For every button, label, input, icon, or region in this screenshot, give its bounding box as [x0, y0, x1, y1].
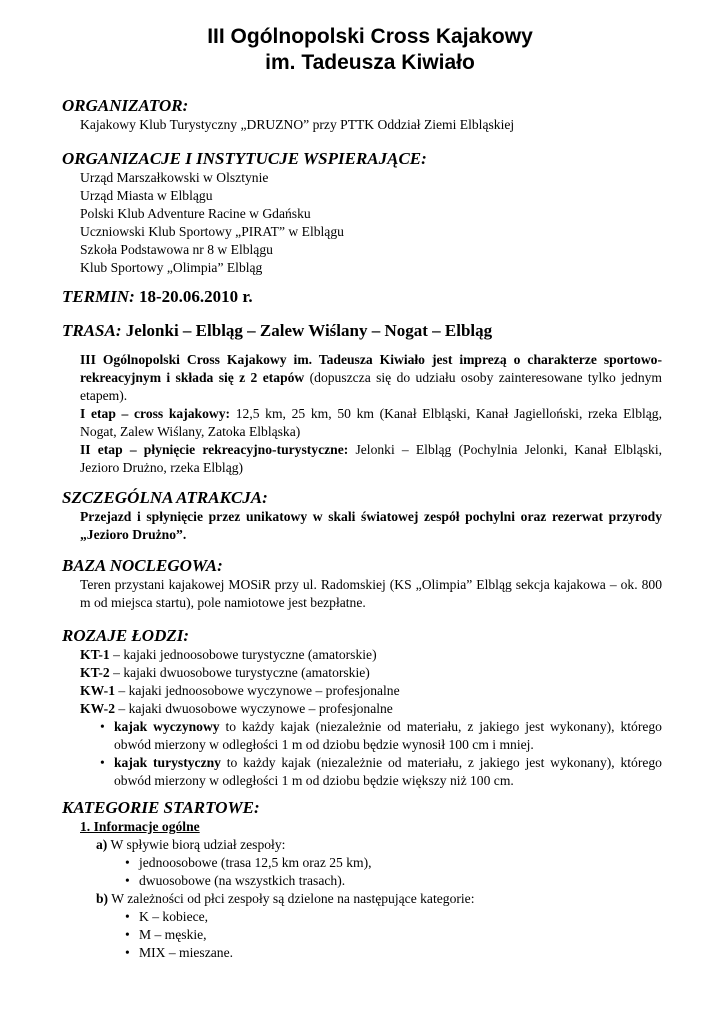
etap-2-text: Jelonki – Elbląg (Pochylnia Jelonki, Kanał Elbląski, Jezioro Drużno, rzeka Elbląg): [80, 442, 663, 475]
atrakcja-heading: SZCZEGÓLNA ATRAKCJA:: [62, 488, 268, 507]
section-wspierajace: [62, 149, 662, 277]
kategorie-subheading: 1. Informacje ogólne: [80, 819, 200, 834]
atrakcja-text: Przejazd i spłynięcie przez unikatowy w skali światowej zespół pochylni oraz rezerwat przyrody „Jezioro Drużno”.: [80, 509, 662, 542]
wspierajace-list: [62, 169, 662, 277]
boat-code: KW-2: [80, 701, 115, 716]
trasa-line: [62, 321, 662, 341]
boat-list: [62, 646, 662, 718]
item-label: b): [96, 891, 109, 906]
trasa-label: TRASA:: [62, 321, 122, 340]
trasa-description: [62, 351, 662, 477]
boat-definitions: [62, 718, 662, 790]
baza-text: Teren przystani kajakowej MOSiR przy ul. Radomskiej (KS „Olimpia” Elbląg sekcja kajakowa – ok. 800 m od miejsca startu), pole namiotowe jest bezpłatne.: [80, 577, 662, 610]
boat-desc: – kajaki dwuosobowe turystyczne (amatorskie): [109, 665, 370, 680]
list-item: • MIX – mieszane.: [87, 944, 662, 962]
section-rodzaje: [62, 626, 662, 790]
list-item: Uczniowski Klub Sportowy „PIRAT” w Elblągu: [80, 224, 344, 239]
baza-heading: BAZA NOCLEGOWA:: [62, 556, 223, 575]
item-text: W spływie biorą udział zespoły:: [107, 837, 286, 852]
trasa-intro: [80, 351, 662, 405]
list-item: Urząd Miasta w Elblągu: [80, 188, 213, 203]
etap-1: [80, 405, 662, 441]
section-atrakcja: [62, 488, 662, 544]
list-item: • dwuosobowe (na wszystkich trasach).: [87, 872, 662, 890]
list-item: [62, 718, 662, 754]
title-line-1: III Ogólnopolski Cross Kajakowy: [207, 25, 533, 48]
boat-desc: – kajaki jednoosobowe turystyczne (amatorskie): [109, 647, 377, 662]
organizator-heading: ORGANIZATOR:: [62, 96, 189, 115]
list-item: • M – męskie,: [87, 926, 662, 944]
kategorie-a-list: [62, 854, 662, 890]
boat-desc: – kajaki dwuosobowe wyczynowe – profesjonalne: [115, 701, 393, 716]
boat-item: [80, 682, 662, 700]
title-line-2: im. Tadeusza Kiwiało: [265, 51, 475, 74]
trasa-intro-bold: III Ogólnopolski Cross Kajakowy im. Tadeusza Kiwiało jest imprezą o charakterze sportowo-rekreacyjnym i składa się z 2 etapów: [80, 352, 662, 385]
list-item: Polski Klub Adventure Racine w Gdańsku: [80, 206, 311, 221]
etap-2: [80, 441, 662, 477]
list-item: Urząd Marszałkowski w Olsztynie: [80, 170, 269, 185]
kategorie-b-list: [62, 908, 662, 962]
kategorie-heading: KATEGORIE STARTOWE:: [62, 798, 260, 817]
boat-desc: – kajaki jednoosobowe wyczynowe – profesjonalne: [115, 683, 400, 698]
definition-term: kajak turystyczny: [114, 755, 221, 770]
boat-code: KT-2: [80, 665, 110, 680]
item-label: a): [96, 837, 108, 852]
definition-text: to każdy kajak (niezależnie od materiału, z jakiego jest wykonany), którego obwód mierzony w odległości 1 m od dziobu będzie większy niż 100 cm.: [114, 755, 662, 788]
section-baza: [62, 556, 662, 612]
boat-code: KW-1: [80, 683, 115, 698]
list-item: Szkoła Podstawowa nr 8 w Elblągu: [80, 242, 273, 257]
etap-1-text: 12,5 km, 25 km, 50 km (Kanał Elbląski, Kanał Jagielloński, rzeka Elbląg, Nogat, Zalew Wiślany, Zatoka Elbląska): [80, 406, 662, 439]
boat-item: [80, 646, 662, 664]
section-trasa: [62, 321, 662, 477]
section-kategorie: [62, 798, 662, 962]
definition-term: kajak wyczynowy: [114, 719, 220, 734]
list-item: [62, 754, 662, 790]
section-termin: [62, 287, 662, 307]
termin-label: TERMIN:: [62, 287, 135, 306]
list-item: • jednoosobowe (trasa 12,5 km oraz 25 km),: [87, 854, 662, 872]
trasa-value: Jelonki – Elbląg – Zalew Wiślany – Nogat – Elbląg: [125, 321, 493, 340]
etap-1-label: I etap – cross kajakowy:: [80, 406, 231, 421]
item-text: W zależności od płci zespoły są dzielone na następujące kategorie:: [108, 891, 475, 906]
organizator-text: Kajakowy Klub Turystyczny „DRUZNO” przy PTTK Oddział Ziemi Elbląskiej: [80, 117, 515, 132]
definition-text: to każdy kajak (niezależnie od materiału, z jakiego jest wykonany), którego obwód mierzony w odległości 1 m od dziobu będzie wynosił 100 cm i mniej.: [114, 719, 662, 752]
trasa-intro-rest: (dopuszcza się do udziału osoby zainteresowane tylko jednym etapem).: [80, 370, 662, 403]
termin-line: [62, 287, 662, 307]
document-title: [60, 24, 680, 76]
list-item: • K – kobiece,: [87, 908, 662, 926]
kategorie-b: [62, 890, 662, 908]
boat-item: [80, 700, 662, 718]
section-organizator: [62, 96, 662, 134]
wspierajace-heading: ORGANIZACJE I INSTYTUCJE WSPIERAJĄCE:: [62, 149, 427, 168]
list-item: Klub Sportowy „Olimpia” Elbląg: [80, 260, 263, 275]
etap-2-label: II etap – płynięcie rekreacyjno-turystyczne:: [80, 442, 349, 457]
termin-value: 18-20.06.2010 r.: [138, 287, 253, 306]
kategorie-a: [62, 836, 662, 854]
boat-code: KT-1: [80, 647, 110, 662]
boat-item: [80, 664, 662, 682]
rodzaje-heading: ROZAJE ŁODZI:: [62, 626, 190, 645]
